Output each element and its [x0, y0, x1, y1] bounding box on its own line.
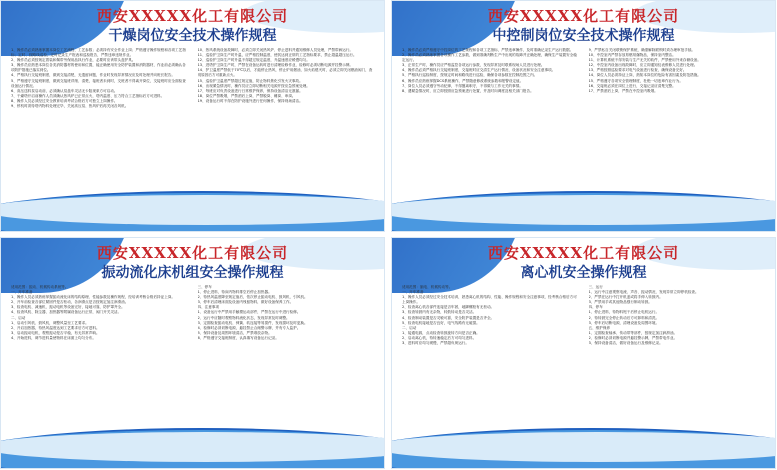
- rule-paragraph: 16、交接班必须在岗位上进行，交接记录应清楚完整。: [588, 83, 676, 88]
- text-column: [402, 285, 579, 455]
- rule-paragraph: 9、严禁私自关闭联锁保护系统，确需解除联锁时须办理审批手续。: [588, 48, 696, 52]
- rule-paragraph: 1、定期检查轴承、传动带等部件，按规定加注润滑油。: [588, 330, 678, 335]
- rule-paragraph: 1、操作员必须熟练掌握本岗位工艺流程、工艺参数；必须持有安全作业上岗；严格遵守操作规程和各项工艺指标；定时、按路线巡检，定时记录生产报表和巡检报告，严禁违章违规作业。: [11, 48, 186, 58]
- board-body: [402, 48, 765, 218]
- rule-paragraph: 7、干燥塔开启前操作人员须确认热风炉已正常点火，塔内温度、压力符合工艺指标后方可进料。: [11, 93, 165, 98]
- rule-paragraph: 10、热风系统设备故障时，必须立即关闭热风炉、停止进料并通知维修人员处理，严禁带病运行。: [197, 48, 354, 52]
- rule-paragraph: 4、开始进料，调节进料量使物料在床面上均匀分布。: [11, 335, 96, 340]
- rule-paragraph: 3、停车后清理床面及设备内残留物料，做好设备保养工作。: [197, 300, 294, 305]
- board-centrifuge: [391, 237, 776, 469]
- rule-paragraph: 3、操作员应熟悉本岗位各类消防器材的使用和位置，能正确使用安全防护装置和消防器材，作业前必须确认各项防护措施已落实到位。: [11, 63, 186, 73]
- rule-paragraph: 3、停车后切断电源，清理设备及周围环境。: [588, 320, 660, 325]
- rule-paragraph: 15、巡检护卫温度严禁超过规定值，防止物料焦化引发火灾事故。: [197, 78, 303, 83]
- rule-paragraph: 1、停止进料，待物料甩干后停止电机运行。: [588, 310, 660, 315]
- rule-paragraph: 2、启动离心机，待转速稳定后方可均匀进料。: [402, 335, 477, 340]
- rule-paragraph: 5、保持设备及周围环境清洁，严禁堆放杂物。: [197, 330, 272, 335]
- rule-paragraph: 7、岗位人员必须遵守劳动纪律，不得擅离职守，不得做与工作无关的事情。: [402, 83, 523, 88]
- company-name: 西安XXXXX化工有限公司: [96, 7, 289, 25]
- text-column: [11, 285, 188, 455]
- rule-paragraph: 11、巡检护卫岗生产时升温，应严格控制温度，使其达到正常的工艺指标要求，禁止超温超压运行。: [197, 53, 357, 58]
- board-title: 中控制岗位安全技术操作规程: [492, 28, 675, 44]
- rule-paragraph: 2、待转鼓完全停止转动后方可卸料和清洗。: [588, 315, 660, 320]
- rule-paragraph: 三、停车: [197, 285, 212, 289]
- rule-paragraph: 适用范围：振动、机械传动系统等。: [11, 285, 69, 289]
- board-title: 干燥岗位安全技术操作规程: [108, 28, 277, 44]
- rule-paragraph: 1、设备运行中严禁用手触摸运动部件，严禁在运行中进行检修。: [197, 310, 301, 315]
- board-body: [402, 285, 765, 455]
- company-name: 西安XXXXX化工有限公司: [487, 244, 680, 262]
- rule-paragraph: 4、检查风机、除尘器、加热器等附属设备运行正常，阀门开关灵活。: [11, 310, 122, 315]
- rule-paragraph: 3、启动振动电机，观察振动是否平稳，有无异常声响。: [11, 330, 100, 335]
- rule-paragraph: 3、定期检查振动电机、弹簧、软连接等易损件，发现损坏及时更换。: [197, 320, 308, 325]
- rule-paragraph: 2、严禁在运行中打开机盖或将手伸入转鼓内。: [588, 295, 663, 300]
- rule-paragraph: 四、停车: [588, 305, 603, 310]
- rule-paragraph: 9、停机时须待塔内物料处理完毕，关闭高压泵、热风炉后再关闭各风机。: [11, 104, 129, 109]
- rule-paragraph: 一、开车准备: [402, 290, 424, 295]
- rule-paragraph: 2、开车前检查各部位紧固件是否松动，各润滑点是否按规定加注润滑油。: [11, 300, 129, 305]
- rule-paragraph: 2、操作员必须按规定着装和佩带劳保用品执行作业，必要时应该带头盔护具。: [11, 58, 136, 63]
- rule-paragraph: 三、运行: [588, 285, 603, 289]
- text-column: [402, 48, 579, 218]
- rule-paragraph: 5、检查电机接地是否良好，电气线路有无破损。: [402, 320, 480, 325]
- rule-paragraph: 3、保持设备清洁，做好设备运行及维修记录。: [588, 341, 663, 346]
- rule-paragraph: 2、待热风温度降至规定值后，依次停止振动电机、鼓风机、引风机。: [197, 295, 308, 300]
- rule-paragraph: 19、设备运行时不得在防护设施外进行任何操作，保持现场清洁。: [197, 98, 303, 103]
- rule-paragraph: 5、严格遵守交接班制度，做到交接班详细、清楚，接班者未到时，交班者不得离开岗位，交接班时应全面检查设备运行情况。: [11, 78, 186, 88]
- rule-paragraph: 17、每班应对负责设备进行日常维护保养，保持设备清洁无泄漏。: [197, 88, 303, 93]
- board-control: [391, 0, 776, 232]
- rule-paragraph: 3、严禁用手或其他物品强行制动转鼓。: [588, 300, 652, 305]
- rule-paragraph: 二、启动: [11, 315, 26, 320]
- rule-paragraph: 3、检查电机、减速机、振动电机等设备完好，接地可靠，防护罩齐全。: [11, 305, 125, 310]
- board-drying: [0, 0, 385, 232]
- rule-paragraph: 18、岗位严禁吸烟，严禁酒后上岗，严禁脱岗、睡岗、串岗。: [197, 93, 296, 98]
- rule-paragraph: 6、严格遵守交接班制度，认真填写设备运行记录。: [197, 335, 279, 340]
- rule-paragraph: 1、操作员必须严格遵守中控岗位的工艺规程和各项工艺指标，严禁违章操作，及时准确记录生产运行数据。: [402, 48, 574, 52]
- rule-paragraph: 四、注意事项: [197, 305, 220, 310]
- rule-paragraph: 10、中控室内严禁存放易燃易爆物品，保持室内整洁。: [588, 53, 676, 58]
- rule-paragraph: 二、启动: [402, 325, 417, 330]
- rule-paragraph: 11、计算机系统不得安装与生产无关的软件，严禁使用外来存储设备。: [588, 58, 701, 63]
- rule-paragraph: 3、检查转鼓内有无杂物，转鼓转动是否灵活。: [402, 310, 477, 315]
- board-body: [11, 48, 374, 218]
- rule-paragraph: 13、进塔护卫岗生产时，严禁在设备运转时进行清理检修作业，检修时必须切断电源并挂警示牌。: [197, 63, 354, 68]
- text-column: [589, 285, 766, 455]
- rule-paragraph: 1、启动引风机、鼓风机，调整风量至工艺要求。: [11, 320, 89, 325]
- rule-paragraph: 1、操作人员必须经过安全技术培训，熟悉离心机的结构、性能、操作规程和安全注意事项，经考核合格后方可上岗操作。: [402, 295, 577, 305]
- board-vibration: [0, 237, 385, 469]
- rule-paragraph: 6、操作员应熟练掌握DCS系统操作，严禁随意修改系统参数和报警设定值。: [402, 78, 524, 83]
- rule-paragraph: 14、岗位人员必须持证上岗，熟知本岗位的危险有害因素及防范措施。: [588, 73, 701, 78]
- rule-paragraph: 4、操作员必须严格执行交接班制度，交接班时应交清生产运行情况、设备状况和安全注意事项。: [402, 68, 556, 73]
- rule-paragraph: 4、检修时必须切断电源，悬挂禁止合闸警示牌，并有专人监护。: [197, 325, 301, 330]
- board-body: [11, 285, 374, 455]
- rule-paragraph: 12、巡检护卫岗生产时升温不得超过规定温度，升温速度应缓慢均匀。: [197, 58, 310, 63]
- company-name: 西安XXXXX化工有限公司: [96, 244, 289, 262]
- rule-paragraph: 8、遇紧急情况时，应立即按照应急预案进行处置，并及时向调度及相关部门报告。: [402, 88, 534, 93]
- rule-paragraph: 适用范围：脑电、机械传动等。: [402, 285, 453, 289]
- board-title: 振动流化床机组安全操作规程: [101, 265, 284, 281]
- rule-paragraph: 2、检查离心机各部件连接是否牢固，地脚螺栓有无松动。: [402, 305, 495, 310]
- text-column: [589, 48, 766, 218]
- rule-paragraph: 15、严格遵守各项安全管理制度，杜绝一切违章作业行为。: [588, 78, 683, 83]
- rule-paragraph: 1、接通电源，点动检查转鼓旋转方向是否正确。: [402, 330, 480, 335]
- rule-paragraph: 3、进料时应均匀缓慢，严禁超负荷运行。: [402, 341, 469, 346]
- rule-paragraph: 8、操作人员必须经过安全教育培训考试合格后方可独立上岗操作。: [11, 98, 118, 103]
- rule-paragraph: 1、操作人员必须熟练掌握振动流化床的结构原理、性能参数及操作规程，经培训考核合格后持证上岗。: [11, 295, 176, 300]
- rule-paragraph: 2、开启加热器，待热风温度达到工艺要求后方可进料。: [11, 325, 100, 330]
- board-title: 离心机安全操作规程: [520, 265, 647, 281]
- rule-paragraph: 五、维护保养: [588, 325, 611, 330]
- rule-paragraph: 一、开车准备: [11, 290, 33, 295]
- rule-paragraph: 16、出现紧急情况时，操作员应立即切断相关电源并按应急预案处理。: [197, 83, 310, 88]
- rule-paragraph: 1、运行中注意观察电流、声音、振动情况，发现异常立即停机检查。: [588, 290, 699, 295]
- rule-paragraph: 4、检查制动装置是否灵敏可靠，安全防护装置是否齐全。: [402, 315, 495, 320]
- rule-paragraph: 13、严格按照巡检要求对电气设备进行检查，确保设备完好。: [588, 68, 687, 73]
- text-column: [198, 48, 375, 218]
- text-column: [198, 285, 375, 455]
- text-column: [11, 48, 188, 218]
- rule-paragraph: 5、严格执行巡检制度，按规定时间和路线进行巡检，确保各项参数在控制范围之内。: [402, 73, 538, 78]
- rule-paragraph: 17、严禁酒后上岗，严禁在中控室内吸烟。: [588, 88, 658, 93]
- rule-paragraph: 2、运行中应随时观察物料流化状态，发现异常及时调整。: [197, 315, 290, 320]
- rule-paragraph: 1、停止进料，待床内物料排空后停止加热器。: [197, 290, 272, 295]
- rule-paragraph: 12、中控室内设备出现故障时，应立即通知仪表维修人员进行处理。: [588, 63, 698, 68]
- rule-paragraph: 2、操作员必须熟练掌握各项操作工艺参数，做到准确判断生产中出现的故障并正确处理，确保生产装置安全稳定运行。: [402, 53, 577, 63]
- rule-paragraph: 14、护卫温度严禁低于70℃以后，才能停止热风，停止炉用燃油，如火焰熄灭时，必须立即关闭燃油阀门，查明原因后方可重新点火。: [197, 68, 373, 78]
- rule-paragraph: 2、检修时必须切断电源并悬挂警示牌，严禁带电作业。: [588, 335, 678, 340]
- company-name: 西安XXXXX化工有限公司: [487, 7, 680, 25]
- rule-paragraph: 6、高压送料泵启动前，必须确认泵盘车灵活无卡阻现象方可启动。: [11, 88, 118, 93]
- rule-paragraph: 4、严格执行交接班制度，做到交接清楚，无遗留问题，作业时发现异常情况应及时处理并向班长报告。: [11, 73, 176, 78]
- rule-paragraph: 3、正常生产时，操作员应严格监控各项运行参数，发现异常及时联系现场人员进行处理。: [402, 63, 545, 68]
